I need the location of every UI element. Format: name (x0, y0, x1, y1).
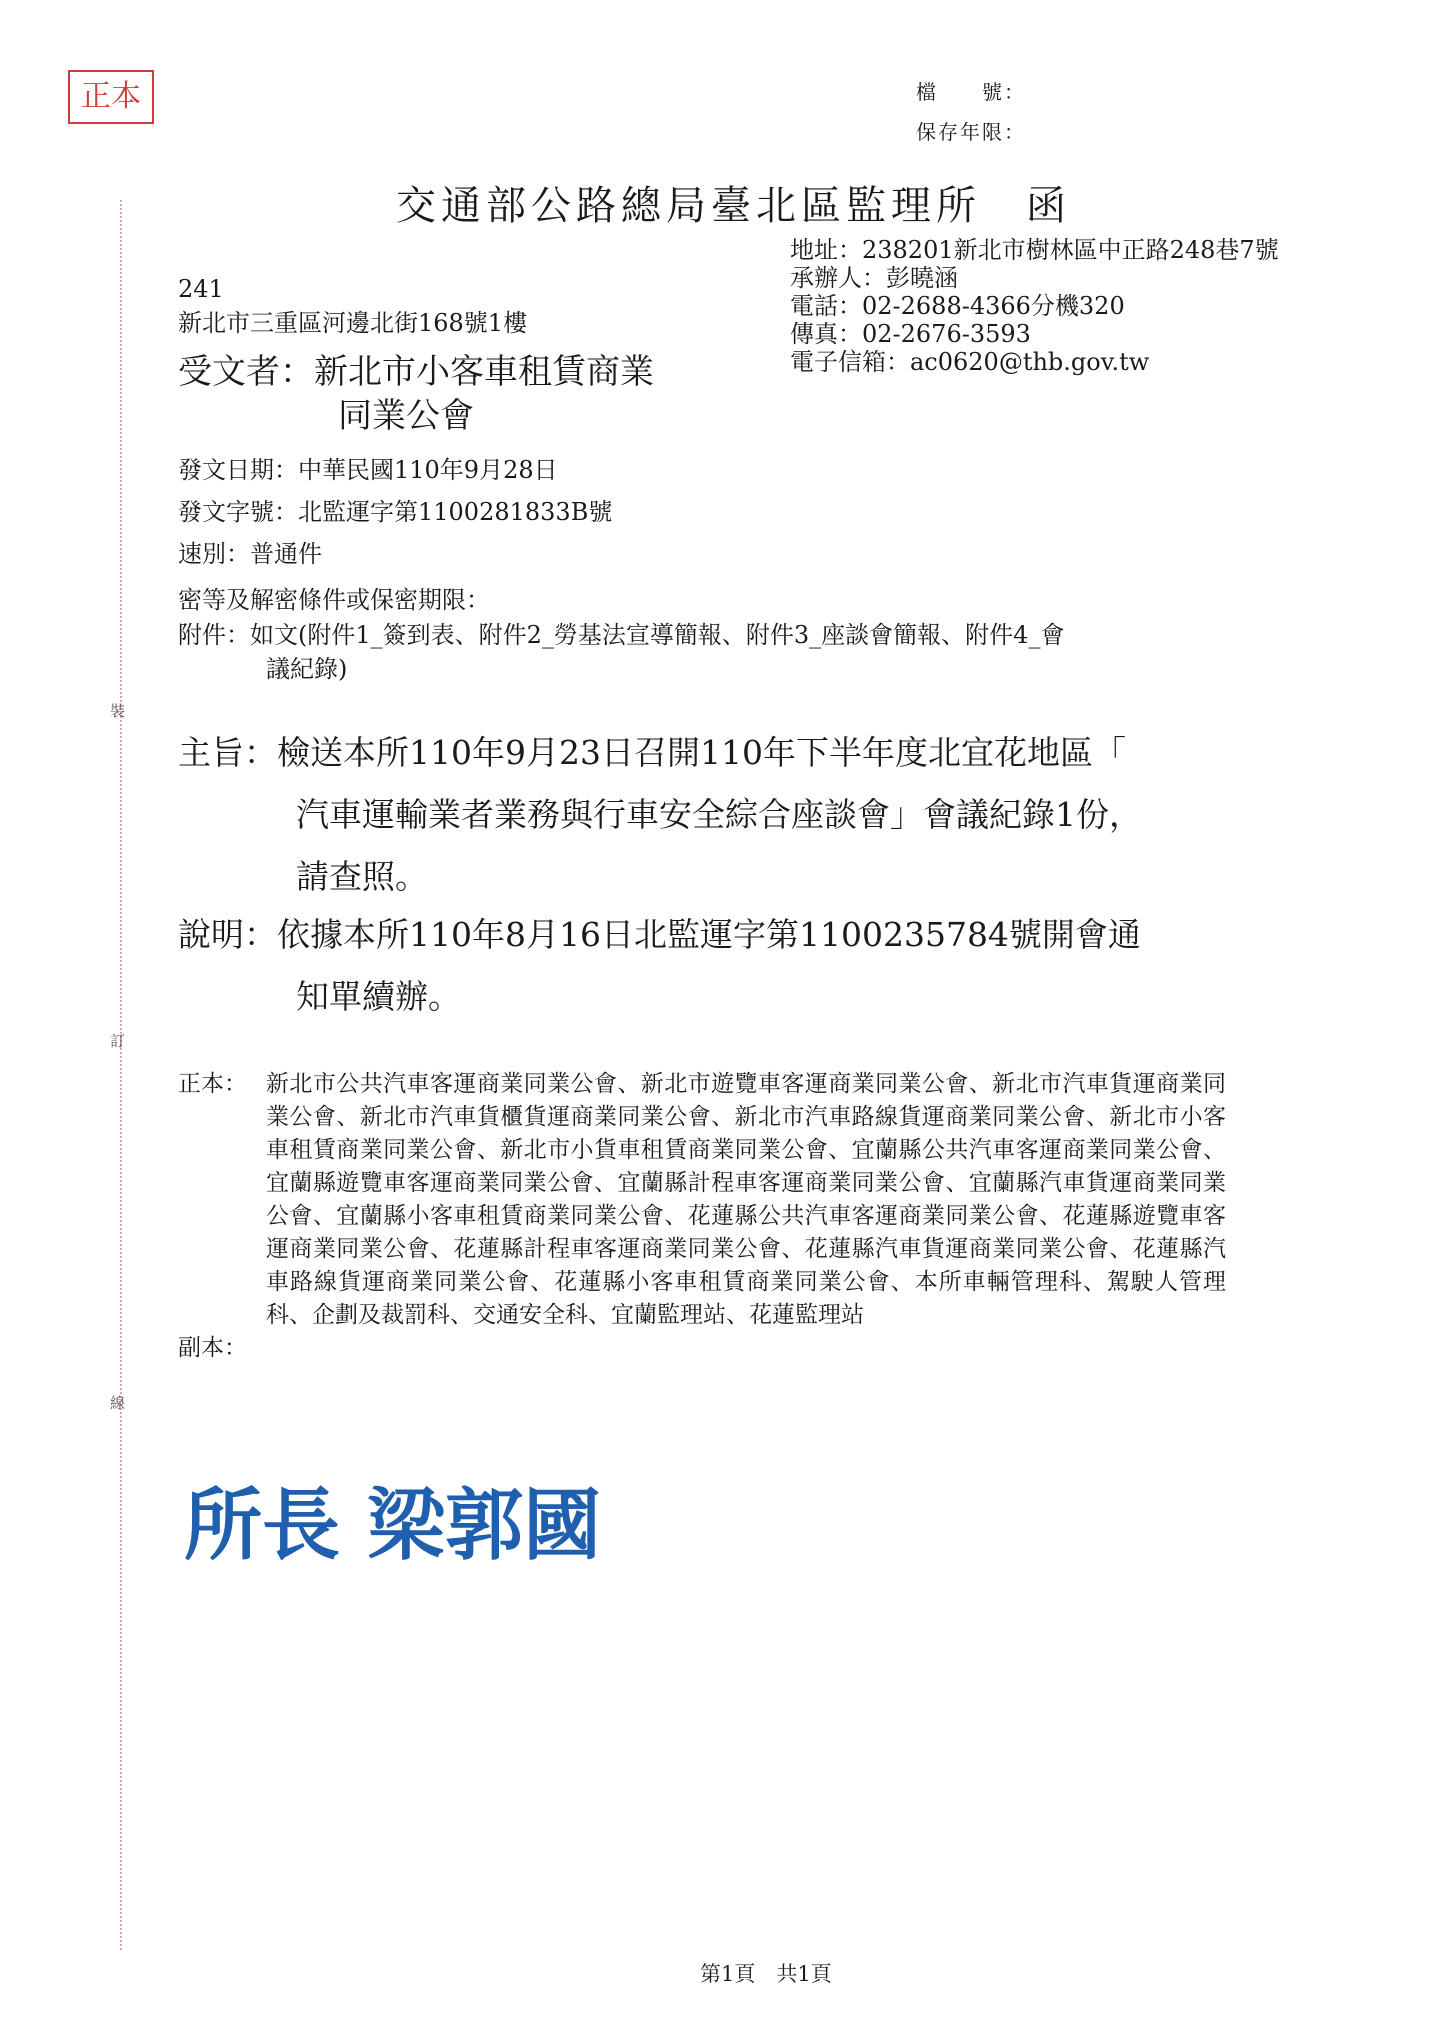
margin-mark-bind: 裝 (110, 702, 126, 720)
recipient-postcode: 241 (178, 275, 224, 303)
handler-name: 承辦人：彭曉涵 (790, 264, 958, 292)
document-number: 發文字號：北監運字第1100281833B號 (178, 498, 613, 526)
original-recipients-row (178, 1068, 1226, 1332)
page-footer: 第1頁 共1頁 (700, 1962, 832, 1986)
explanation-line-2: 知單續辦。 (296, 977, 461, 1016)
signature-graphic (180, 1440, 760, 1590)
issue-date: 發文日期：中華民國110年9月28日 (178, 456, 558, 484)
original-copy-stamp: 正本 (68, 70, 154, 124)
sender-contact-block (790, 236, 1279, 376)
explanation-paragraph (178, 904, 1141, 1028)
file-number-label: 檔 號： (916, 80, 1026, 104)
email-address: 電子信箱：ac0620@thb.gov.tw (790, 348, 1150, 376)
attachment-block (178, 618, 1064, 686)
subject-line-1: 主旨：檢送本所110年9月23日召開110年下半年度北宜花地區「 (178, 733, 1126, 772)
director-signature-seal (180, 1440, 760, 1590)
attachment-line-1: 附件：如文(附件1_簽到表、附件2_勞基法宣導簡報、附件3_座談會簡報、附件4_會 (178, 621, 1065, 649)
svg-text:所長 梁郭國: 所長 梁郭國 (184, 1480, 602, 1571)
binding-margin-line (120, 200, 122, 1950)
recipient-street: 新北市三重區河邊北街168號1樓 (178, 309, 528, 337)
secrecy-level: 密等及解密條件或保密期限： (178, 586, 490, 614)
subject-line-3: 請查照。 (296, 857, 428, 896)
delivery-speed: 速別：普通件 (178, 540, 322, 568)
original-recipients-label: 正本： (178, 1071, 247, 1097)
margin-mark-staple: 訂 (110, 1032, 126, 1050)
phone-number: 電話：02-2688-4366分機320 (790, 292, 1125, 320)
subject-paragraph (178, 722, 1142, 908)
subject-line-2: 汽車運輸業者業務與行車安全綜合座談會」會議紀錄1份， (296, 795, 1142, 834)
original-recipients-list: 新北市公共汽車客運商業同業公會、新北市遊覽車客運商業同業公會、新北市汽車貨運商業同業公會、新北市汽車貨櫃貨運商業同業公會、新北市汽車路線貨運商業同業公會、新北市小客車租賃商業同業公會、新北市小貨車租賃商業同業公會、宜蘭縣公共汽車客運商業同業公會、宜蘭縣遊覽車客運商業同業公會、宜蘭縣計程車客運商業同業公會、宜蘭縣汽車貨運商業同業公會、宜蘭縣小客車租賃商業同業公會、花蓮縣公共汽車客運商業同業公會、花蓮縣遊覽車客運商業同業公會、花蓮縣計程車客運商業同業公會、花蓮縣汽車貨運商業同業公會、花蓮縣汽車路線貨運商業同業公會、花蓮縣小客車租賃商業同業公會、本所車輛管理科、駕駛人管理科、企劃及裁罰科、交通安全科、宜蘭監理站、花蓮監理站 (266, 1071, 1226, 1328)
recipient-line-2: 同業公會 (338, 396, 474, 436)
distribution-block (178, 1068, 1226, 1365)
document-title: 交通部公路總局臺北區監理所 函 (396, 183, 1071, 229)
margin-mark-line: 線 (110, 1394, 126, 1412)
recipient-address-block (178, 272, 527, 340)
attachment-line-2: 議紀錄) (266, 655, 348, 683)
copy-recipients-row (178, 1332, 1226, 1365)
recipient-line-1: 受文者：新北市小客車租賃商業 (178, 352, 654, 392)
fax-number: 傳真：02-2676-3593 (790, 320, 1031, 348)
explanation-line-1: 說明：依據本所110年8月16日北監運字第1100235784號開會通 (178, 915, 1141, 954)
recipient-block (178, 350, 654, 438)
retention-period-label: 保存年限： (916, 120, 1026, 144)
sender-address: 地址：238201新北市樹林區中正路248巷7號 (790, 236, 1279, 264)
copy-recipients-label: 副本： (178, 1335, 247, 1361)
